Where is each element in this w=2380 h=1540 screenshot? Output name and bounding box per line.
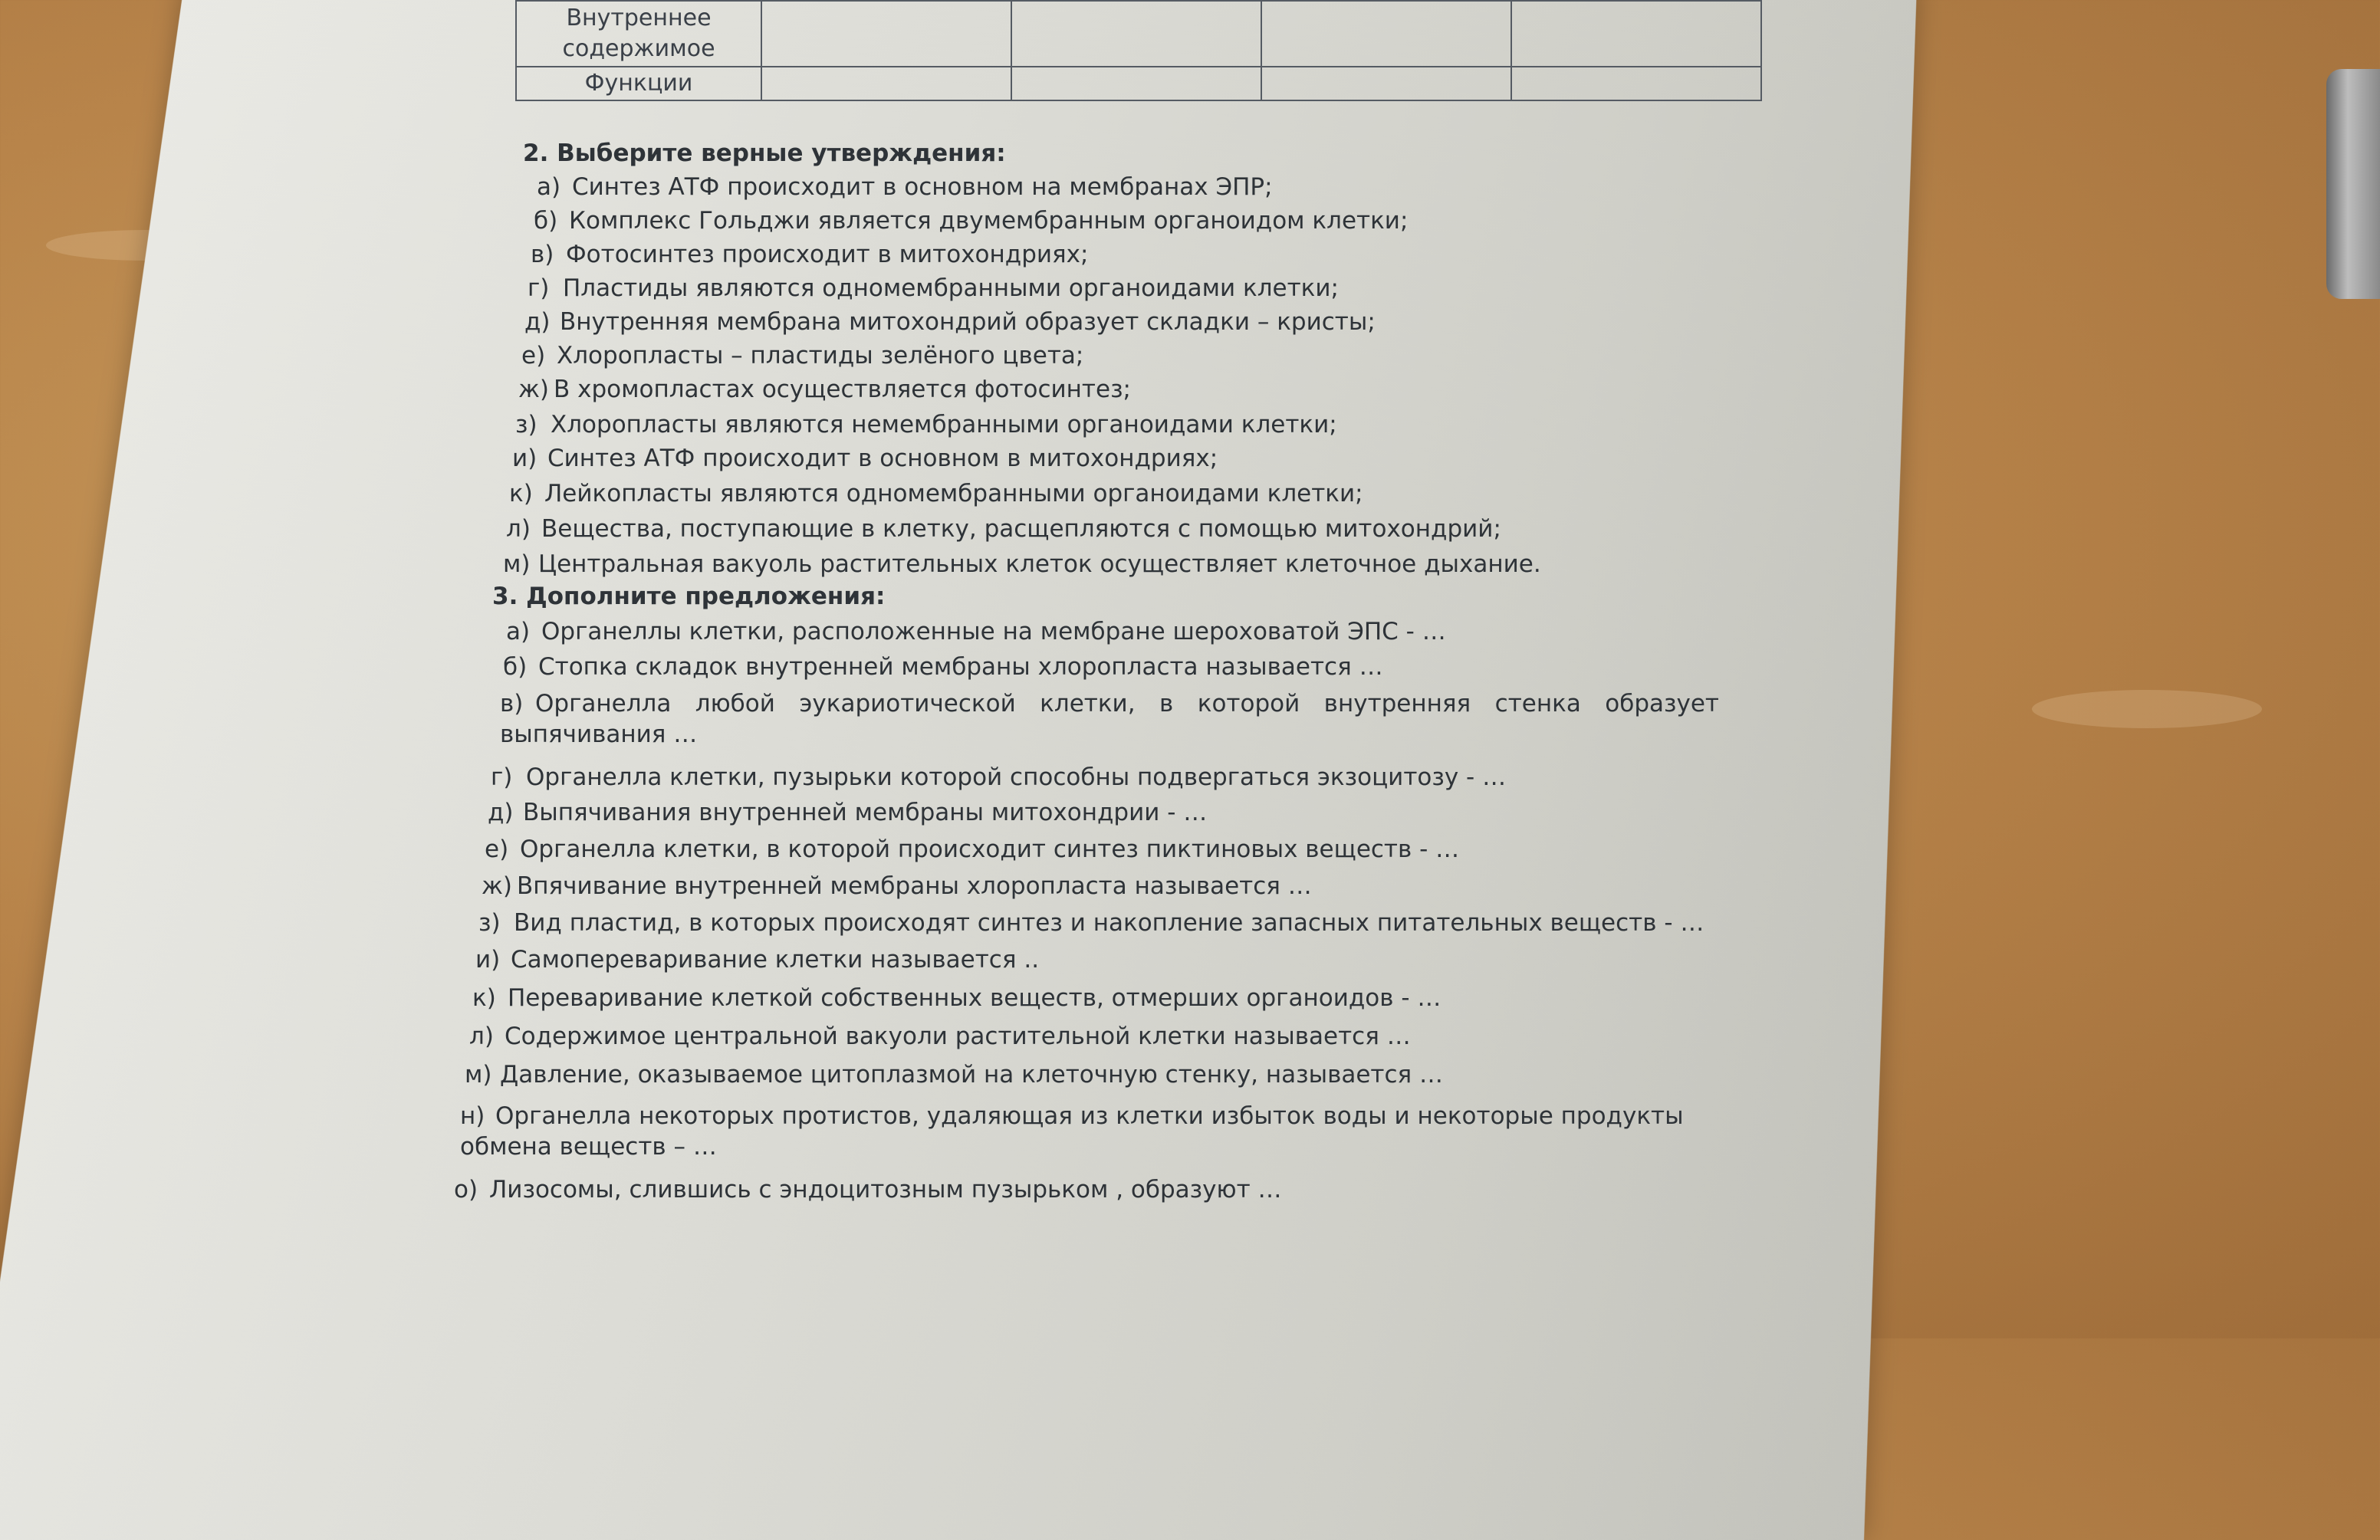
item-mark: к) xyxy=(509,480,533,507)
item-mark: м) xyxy=(503,550,531,578)
item-mark: а) xyxy=(537,173,561,201)
item-text: Органелла любой эукариотической клетки, в которой внутренняя стенка образует выпячивания … xyxy=(500,690,1719,748)
item-text: Органелла клетки, пузырьки которой способны подвергаться экзоцитозу - … xyxy=(526,763,1507,791)
item-mark: г) xyxy=(528,274,550,302)
item-text: Выпячивания внутренней мембраны митохондрии - … xyxy=(523,799,1208,826)
item-mark: н) xyxy=(460,1102,485,1130)
item-mark: о) xyxy=(454,1176,478,1203)
list-item xyxy=(531,241,1088,268)
list-item xyxy=(465,1061,1443,1089)
table-row xyxy=(516,67,1761,100)
item-text: Вид пластид, в которых происходят синтез и накопление запасных питательных веществ - … xyxy=(514,909,1704,937)
list-item xyxy=(475,946,1039,974)
item-text: Давление, оказываемое цитоплазмой на клеточную стенку, называется … xyxy=(500,1061,1444,1089)
item-text: Органелла некоторых протистов, удаляющая из клетки избыток воды и некоторые продукты обмена веществ – … xyxy=(460,1102,1684,1161)
pen-object xyxy=(2326,69,2380,299)
item-text: Хлоропласты являются немембранными органоидами клетки; xyxy=(551,411,1337,438)
list-item xyxy=(509,480,1363,507)
list-item xyxy=(472,984,1441,1012)
list-item xyxy=(537,173,1273,201)
list-item xyxy=(518,376,1131,403)
item-mark: в) xyxy=(500,690,524,717)
item-text: Пластиды являются одномембранными органоидами клетки; xyxy=(563,274,1339,302)
list-item xyxy=(512,445,1218,472)
item-mark: з) xyxy=(515,411,537,438)
table-row xyxy=(516,1,1761,67)
item-mark: и) xyxy=(512,445,537,472)
organelle-table xyxy=(515,0,1762,101)
question-3-title: 3. Дополните предложения: xyxy=(492,583,886,610)
table-cell xyxy=(1261,1,1511,67)
list-item xyxy=(482,872,1312,900)
question-2-title: 2. Выберите верные утверждения: xyxy=(523,140,1006,167)
item-text: Внутренняя мембрана митохондрий образует складки – кристы; xyxy=(560,308,1376,336)
item-mark: е) xyxy=(485,836,509,863)
item-mark: а) xyxy=(506,618,531,645)
list-item xyxy=(485,836,1459,863)
item-text: Хлоропласты – пластиды зелёного цвета; xyxy=(557,342,1084,369)
list-item xyxy=(528,274,1339,302)
item-mark: д) xyxy=(488,799,514,826)
list-item xyxy=(491,763,1506,791)
table-row-header: Функции xyxy=(516,67,761,100)
list-item xyxy=(521,342,1083,369)
item-text: Лейкопласты являются одномембранными органоидами клетки; xyxy=(544,480,1363,507)
item-mark: б) xyxy=(503,653,528,681)
list-item xyxy=(488,799,1207,826)
item-mark: е) xyxy=(521,342,546,369)
item-text: Впячивание внутренней мембраны хлоропласта называется … xyxy=(517,872,1312,900)
item-mark: в) xyxy=(531,241,554,268)
desk-texture xyxy=(2032,690,2262,728)
table-cell xyxy=(761,1,1011,67)
list-item xyxy=(506,515,1501,543)
item-text: Переваривание клеткой собственных веществ, отмерших органоидов - … xyxy=(508,984,1441,1012)
item-mark: м) xyxy=(465,1061,492,1089)
item-mark: з) xyxy=(478,909,501,937)
table-cell xyxy=(1011,67,1261,100)
item-text: Синтез АТФ происходит в основном в митохондриях; xyxy=(547,445,1218,472)
item-mark: б) xyxy=(534,207,558,235)
item-text: Центральная вакуоль растительных клеток осуществляет клеточное дыхание. xyxy=(538,550,1541,578)
list-item xyxy=(534,207,1408,235)
item-text: Самопереваривание клетки называется .. xyxy=(511,946,1040,974)
item-mark: л) xyxy=(506,515,531,543)
item-text: Содержимое центральной вакуоли растительной клетки называется … xyxy=(505,1023,1411,1050)
item-text: Фотосинтез происходит в митохондриях; xyxy=(566,241,1089,268)
list-item xyxy=(478,909,1704,937)
item-text: Стопка складок внутренней мембраны хлоропласта называется … xyxy=(538,653,1383,681)
list-item xyxy=(503,550,1541,578)
item-mark: д) xyxy=(524,308,551,336)
item-mark: г) xyxy=(491,763,513,791)
item-text: Синтез АТФ происходит в основном на мембранах ЭПР; xyxy=(572,173,1273,201)
table-cell xyxy=(1011,1,1261,67)
table-cell xyxy=(1511,1,1761,67)
list-item xyxy=(515,411,1337,438)
list-item xyxy=(454,1176,1282,1203)
item-text: Комплекс Гольджи является двумембранным органоидом клетки; xyxy=(569,207,1409,235)
list-item xyxy=(460,1101,1764,1162)
item-text: В хромопластах осуществляется фотосинтез; xyxy=(554,376,1131,403)
list-item xyxy=(506,618,1446,645)
item-text: Вещества, поступающие в клетку, расщепляются с помощью митохондрий; xyxy=(541,515,1501,543)
item-mark: к) xyxy=(472,984,496,1012)
table-cell xyxy=(1511,67,1761,100)
list-item xyxy=(503,653,1383,681)
list-item xyxy=(469,1023,1411,1050)
table-row-header: Внутреннее содержимое xyxy=(516,1,761,67)
table-cell xyxy=(761,67,1011,100)
item-text: Лизосомы, слившись с эндоцитозным пузырьком , образуют … xyxy=(489,1176,1282,1203)
item-mark: ж) xyxy=(482,872,513,900)
item-text: Органелла клетки, в которой происходит синтез пиктиновых веществ - … xyxy=(520,836,1460,863)
item-text: Органеллы клетки, расположенные на мембране шероховатой ЭПС - … xyxy=(541,618,1446,645)
item-mark: и) xyxy=(475,946,501,974)
worksheet-content xyxy=(429,0,1886,1303)
list-item xyxy=(524,308,1376,336)
item-mark: ж) xyxy=(518,376,550,403)
table-cell xyxy=(1261,67,1511,100)
item-mark: л) xyxy=(469,1023,494,1050)
list-item xyxy=(500,688,1719,750)
